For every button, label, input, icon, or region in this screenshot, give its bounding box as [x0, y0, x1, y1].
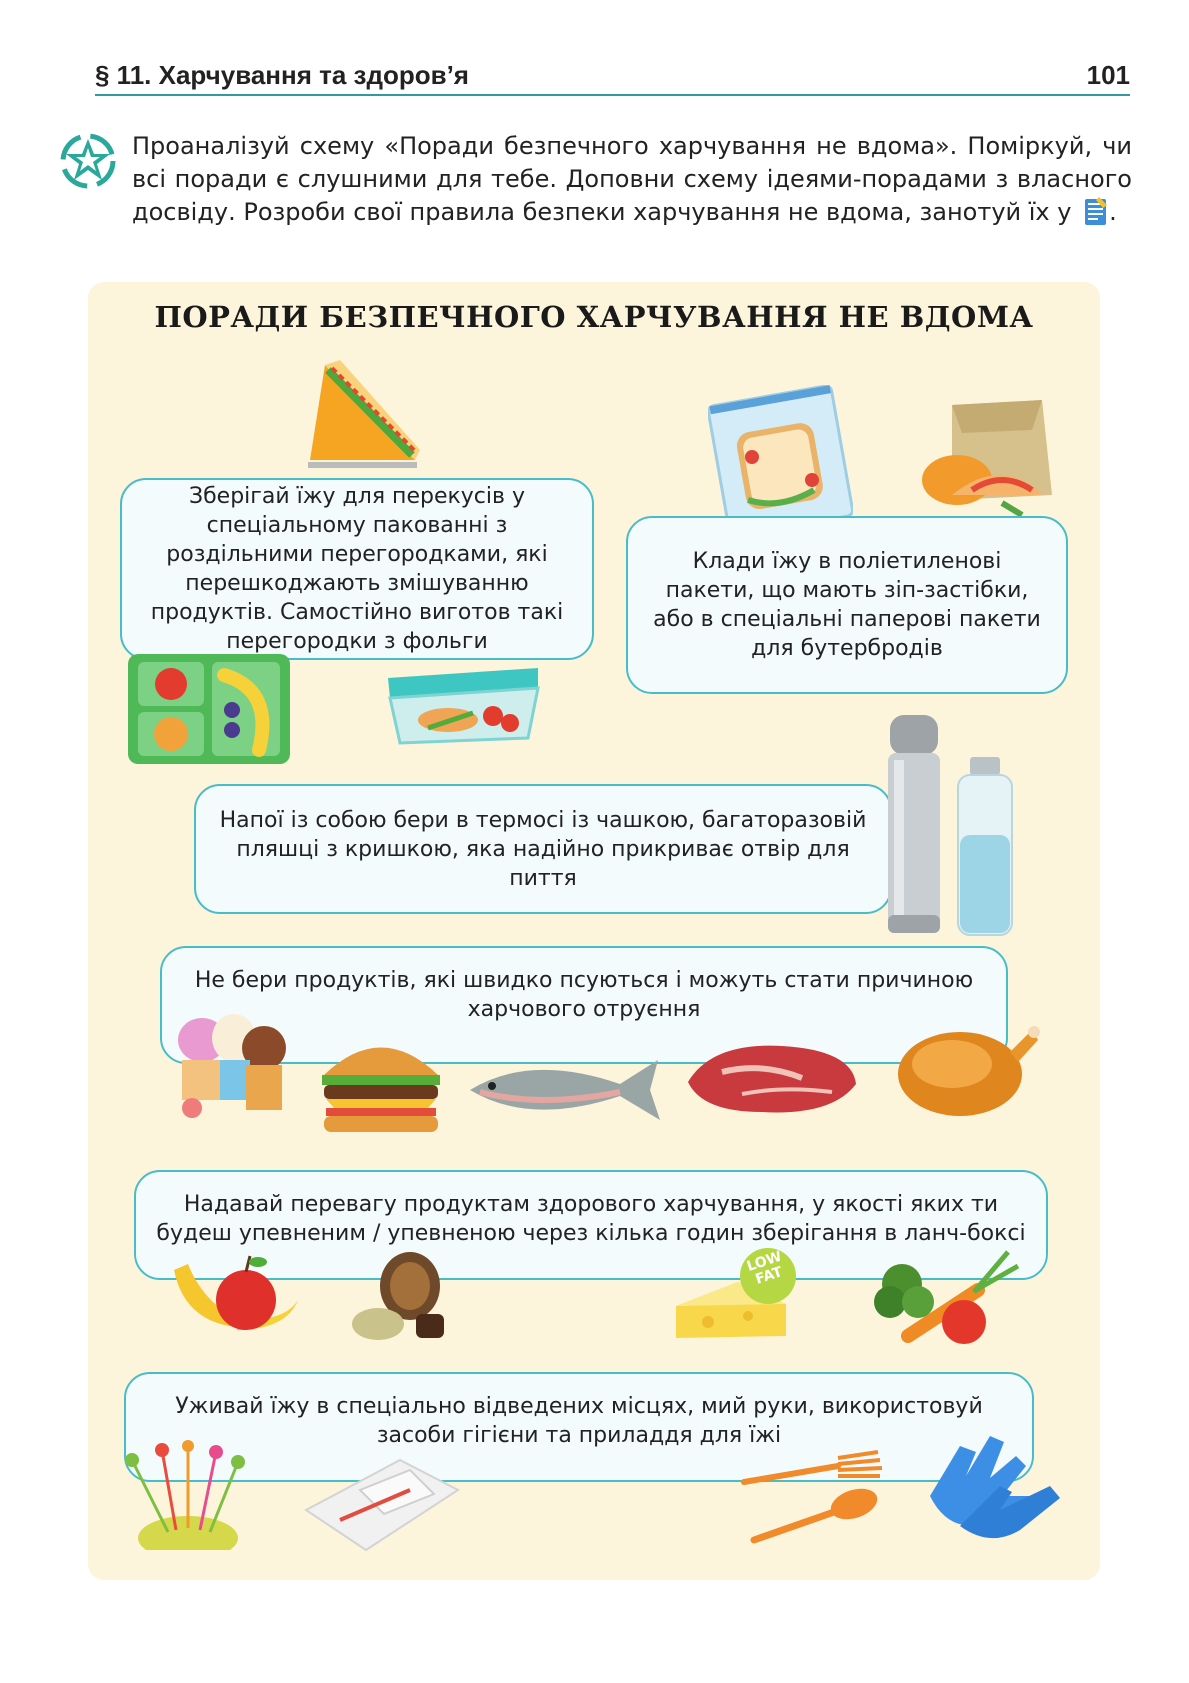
raw-meat-icon: [682, 1032, 862, 1120]
low-fat-badge: LOW FAT: [744, 1248, 785, 1288]
task-text: Проаналізуй схему «Поради безпечного харчування не вдома». Поміркуй, чи всі поради є слушними для тебе. Доповни схему ідеями-порадами з власного досвіду. Розроби свої правила безпеки харчування не вдома, занотуй їх у: [132, 132, 1132, 226]
food-container-icon: [378, 648, 548, 748]
sandwich-zip-bag-icon: [708, 385, 853, 535]
fish-icon: [460, 1048, 668, 1128]
burger-icon: [316, 1030, 446, 1135]
thermos-icon: [884, 715, 944, 935]
task-text-end: .: [1109, 198, 1117, 226]
gloves-icon: [920, 1426, 1068, 1548]
task-instructions: [132, 130, 1132, 229]
fruits-icon: [166, 1250, 302, 1340]
star-icon: [58, 130, 118, 190]
fruit-picks-icon: [118, 1440, 248, 1550]
tip-text: Не бери продуктів, які швидко псуються і можуть стати причиною харчового отруєння: [194, 968, 974, 1022]
vegetables-icon: [868, 1244, 1020, 1344]
tip-text: Напої із собою бери в термосі із чашкою, багаторазовій пляшці з кришкою, яка надійно прикриває отвір для пиття: [219, 807, 867, 891]
tip-text: Уживай їжу в спеціально відведених місцях, мий руки, використовуй засоби гігієни та приладдя для їжі: [175, 1394, 983, 1448]
tip-card-drinks: [194, 784, 892, 914]
tip-card-packaging: [120, 478, 594, 660]
sandwich-wedge-icon: [300, 350, 425, 475]
lunch-box-icon: [124, 650, 294, 768]
tip-text: Клади їжу в поліетиленові пакети, що мають зіп-застібки, або в спеціальні паперові пакети для бутербродів: [653, 549, 1041, 661]
cutlery-icon: [738, 1448, 890, 1548]
scheme-title: ПОРАДИ БЕЗПЕЧНОГО ХАРЧУВАННЯ НЕ ВДОМА: [154, 300, 1034, 334]
water-bottle-icon: [954, 757, 1016, 937]
tip-card-hygiene: [124, 1372, 1034, 1482]
tip-card-bags: [626, 516, 1068, 694]
section-title: § 11. Харчування та здоров’я: [95, 60, 469, 90]
page-header: [95, 58, 1130, 96]
notebook-icon: [1083, 196, 1109, 226]
roast-chicken-icon: [890, 1012, 1040, 1122]
tip-text: Зберігай їжу для перекусів у спеціальному пакованні з роздільними перегородками, які перешкоджають змішуванню продуктів. Самостійно виготов такі перегородки з фольги: [150, 484, 564, 654]
wet-wipes-icon: [300, 1450, 464, 1562]
paper-bag-icon: [912, 385, 1062, 525]
cupcakes-icon: [172, 1010, 290, 1120]
page-number: 101: [1086, 60, 1130, 90]
nuts-icon: [348, 1248, 452, 1344]
tip-text: Надавай перевагу продуктам здорового харчування, у якості яких ти будеш упевненим / упевненою через кілька годин зберігання в ланч-боксі: [156, 1192, 1026, 1246]
